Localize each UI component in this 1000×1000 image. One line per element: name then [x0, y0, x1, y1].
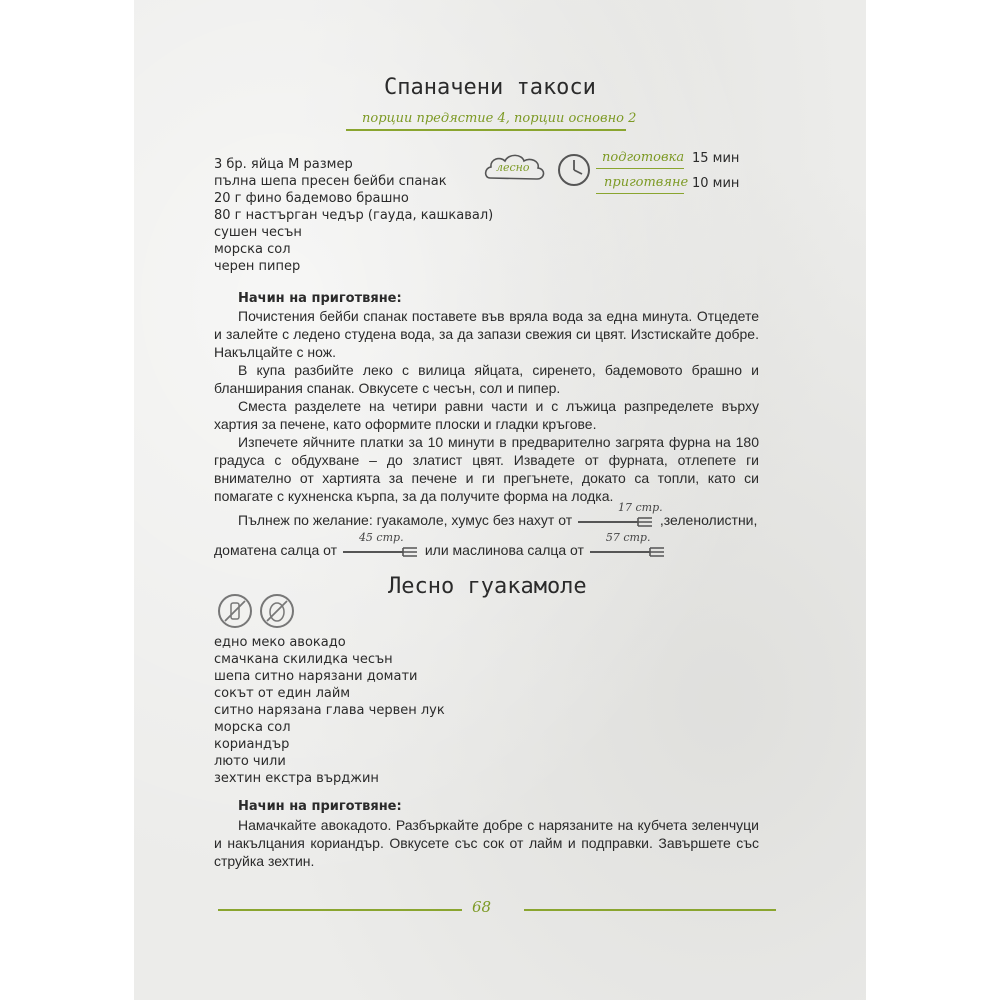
ingredient-item: сокът от един лайм [214, 686, 351, 701]
method-heading: Начин на приготвяне: [238, 291, 402, 306]
cook-time: 10 мин [692, 176, 740, 191]
title-underline [346, 129, 626, 131]
prep-time: 15 мин [692, 151, 740, 166]
ingredient-item: шепа ситно нарязани домати [214, 669, 418, 684]
page-ref-number: 57 стр. [605, 531, 651, 544]
method-paragraph: Сместа разделете на четири равни части и с лъжица разпределете върху хартия за печене, като оформите плоски и гладки кръгове. [214, 398, 759, 432]
page-reference[interactable] [588, 531, 668, 561]
time-underline [596, 168, 684, 169]
ingredient-item: зехтин екстра върджин [214, 771, 379, 786]
ingredient-item: люто чили [214, 754, 286, 769]
filling-line [214, 501, 759, 531]
ingredient-item: 80 г настърган чедър (гауда, кашкавал) [214, 208, 494, 223]
filling-line2a: доматена салца от [214, 542, 338, 558]
page-reference[interactable] [576, 501, 663, 531]
ingredient-item: морска сол [214, 242, 291, 257]
page-reference[interactable] [341, 531, 421, 561]
ingredient-item: смачкана скилидка чесън [214, 652, 393, 667]
recipe-title: Спаначени такоси [384, 75, 596, 100]
method-paragraph: Почистения бейби спанак поставете във вряла вода за една минута. Отцедете и залейте с ледено студена вода, за да запази свежия си цвят. Изстискайте добре. Накълцайте с нож. [214, 308, 759, 360]
no-egg-icon [260, 594, 294, 628]
ingredient-item: черен пипер [214, 259, 301, 274]
ingredient-item: 3 бр. яйца М размер [214, 157, 353, 172]
fork-knife-icon [588, 545, 666, 559]
ingredient-item: морска сол [214, 720, 291, 735]
page-number: 68 [472, 898, 492, 916]
ingredient-item: пълна шепа пресен бейби спанак [214, 174, 447, 189]
recipe-title: Лесно гуакамоле [388, 574, 587, 599]
page-ref-number: 17 стр. [618, 501, 663, 514]
ingredient-item: 20 г фино бадемово брашно [214, 191, 409, 206]
servings-note: порции предястие 4, порции основно 2 [362, 111, 637, 126]
footer-rule-left [218, 909, 462, 911]
ingredient-item: кориандър [214, 737, 290, 752]
method-heading: Начин на приготвяне: [238, 799, 402, 814]
prep-label: подготовка [602, 150, 685, 165]
clock-icon [556, 152, 592, 192]
time-underline [596, 193, 684, 194]
ingredient-item: ситно нарязана глава червен лук [214, 703, 445, 718]
recipe-page [134, 0, 866, 1000]
filling-line2b: или маслинова салца от [424, 542, 584, 558]
method-paragraph: Намачкайте авокадото. Разбъркайте добре с нарязаните на кубчета зеленчуци и накълцания кориандър. Овкусете със сок от лайм и подправки. Завършете със струйка зехтин. [214, 817, 759, 869]
method-paragraph: В купа разбийте леко с вилица яйцата, сиренето, бадемовото брашно и бланширания спанак. Овкусете с чесън, сол и пипер. [214, 362, 759, 396]
page-ref-number: 45 стр. [358, 531, 404, 544]
ingredient-list [214, 156, 493, 275]
ingredient-item: сушен чесън [214, 225, 302, 240]
difficulty-label: лесно [496, 161, 530, 174]
filling-mid: ,зеленолистни, [659, 512, 758, 528]
filling-line-2 [214, 531, 759, 561]
method-paragraph: Изпечете яйчните платки за 10 минути в предварително загрята фурна на 180 градуса с обдухване – до златист цвят. Извадете от фурната, отлепете ги внимателно от хартията за печене и ги прегънете, докато са топли, като си помагате с кухненска кърпа, за да получите форма на лодка. [214, 434, 759, 504]
cook-label: приготвяне [604, 175, 689, 190]
method-text [214, 307, 759, 561]
no-dairy-icon [218, 594, 252, 628]
method-text [214, 816, 759, 870]
fork-knife-icon [576, 515, 654, 529]
fork-knife-icon [341, 545, 419, 559]
ingredient-item: едно меко авокадо [214, 635, 346, 650]
footer-rule-right [524, 909, 776, 911]
ingredient-list [214, 634, 445, 787]
filling-intro: Пълнеж по желание: гуакамоле, хумус без нахут от [238, 512, 573, 528]
